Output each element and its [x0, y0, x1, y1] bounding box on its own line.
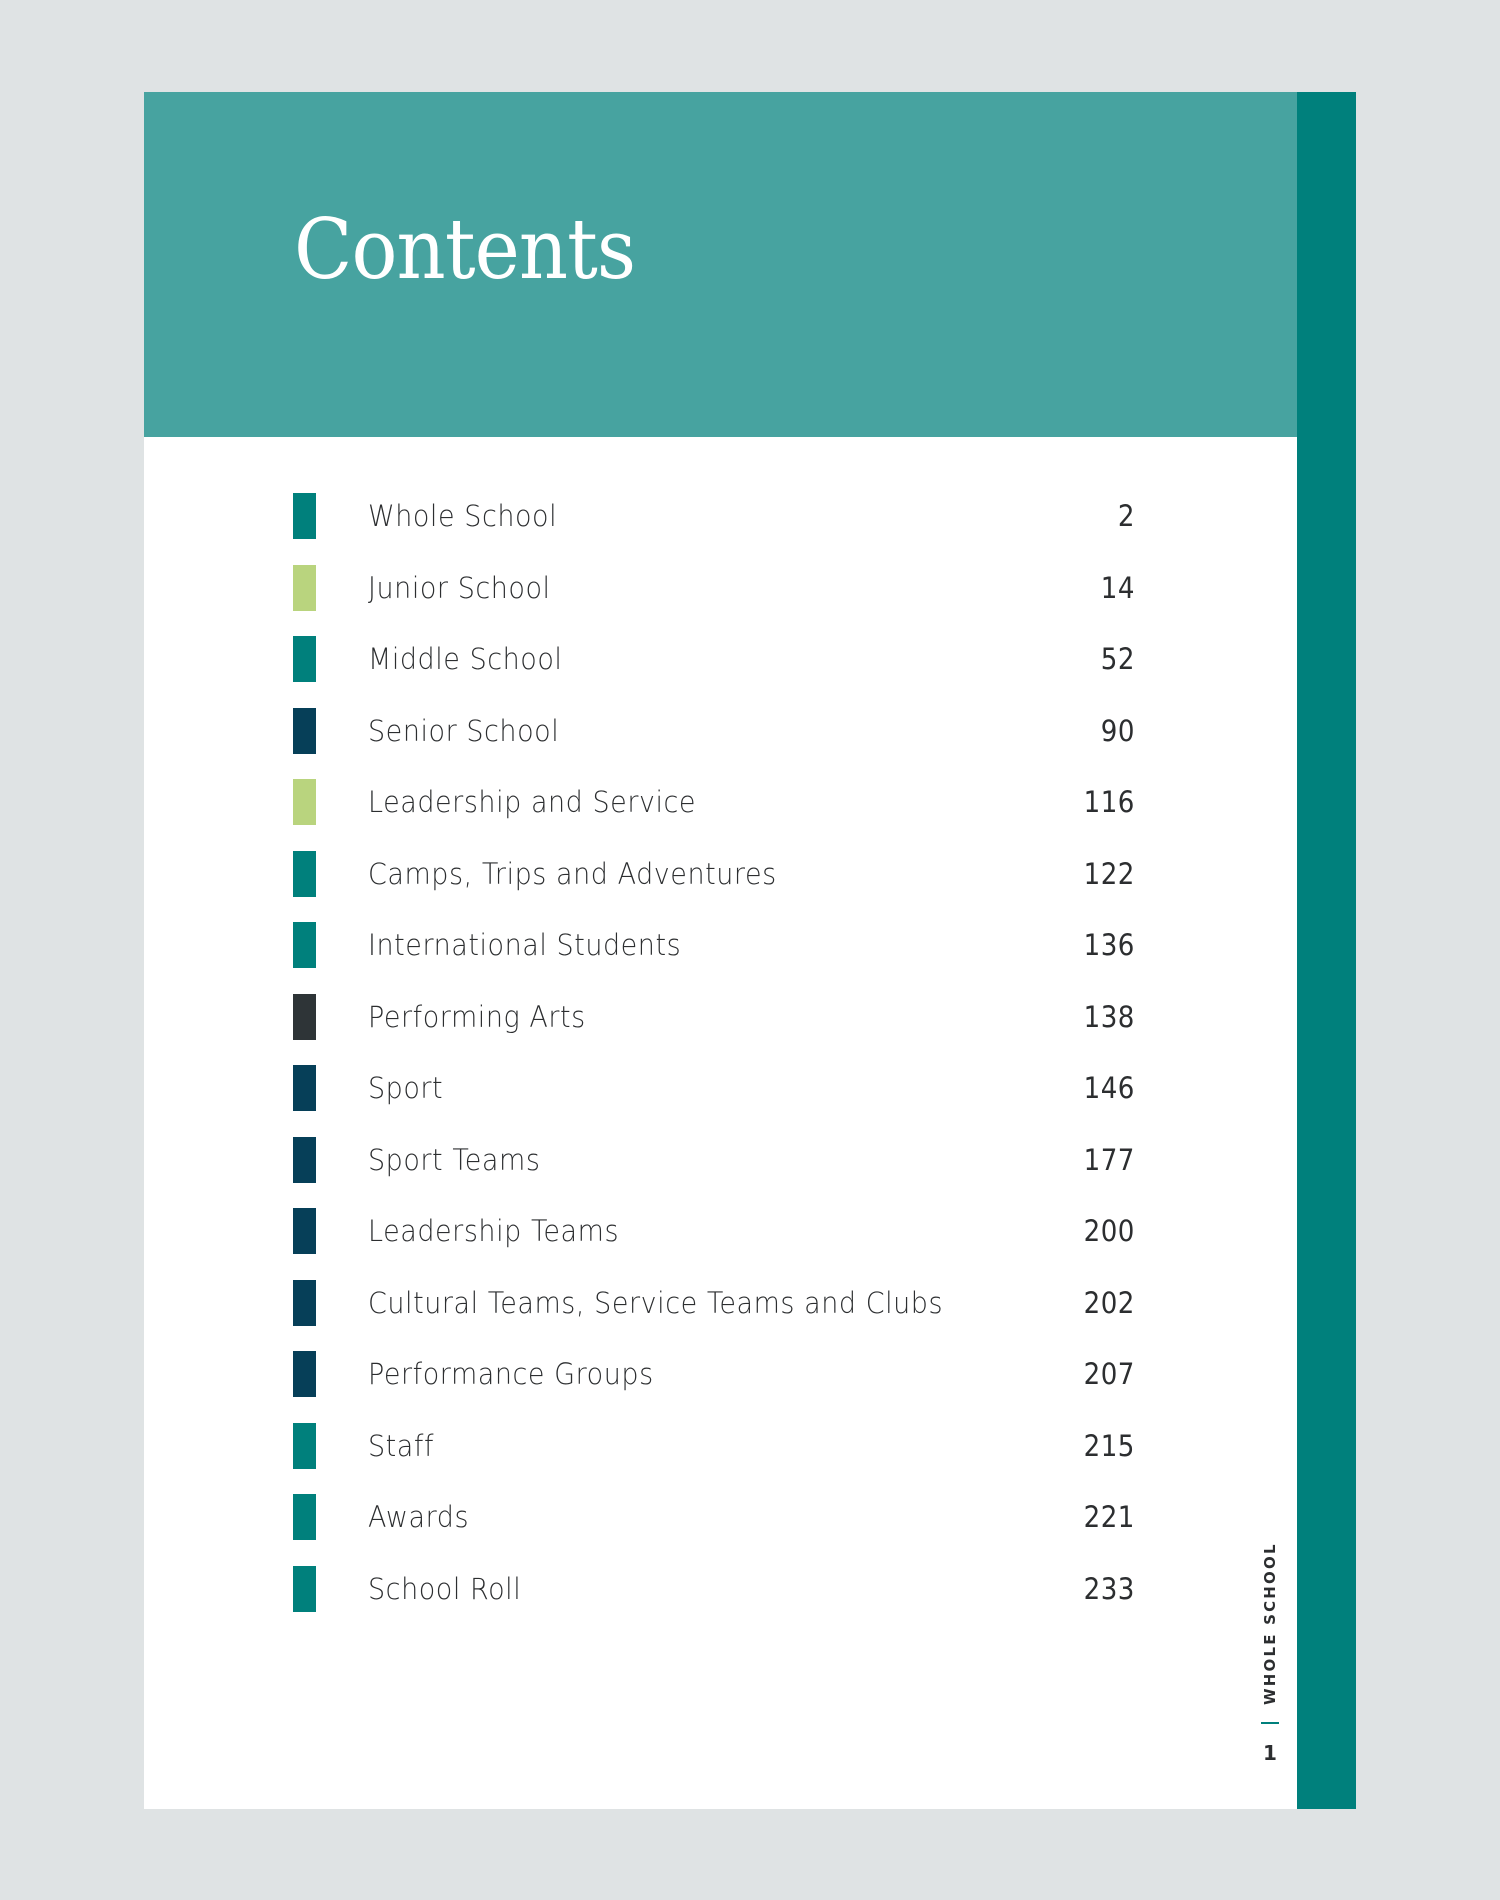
toc-entry-label: Camps, Trips and Adventures — [368, 856, 777, 891]
toc-entry-label: Staff — [368, 1428, 435, 1463]
section-marker-icon — [293, 636, 316, 682]
section-marker-icon — [293, 1494, 316, 1540]
section-marker-icon — [293, 1137, 316, 1183]
toc-entry-page: 200 — [1083, 1214, 1135, 1248]
section-marker-icon — [293, 994, 316, 1040]
document-page — [144, 92, 1356, 1809]
page-title: Contents — [294, 201, 636, 298]
toc-entry-camps-trips-adventures[interactable] — [293, 851, 1135, 923]
toc-entry-junior-school[interactable] — [293, 565, 1135, 637]
toc-entry-senior-school[interactable] — [293, 708, 1135, 780]
toc-entry-page: 233 — [1083, 1571, 1135, 1606]
toc-entry-page: 14 — [1100, 570, 1135, 605]
toc-entry-label: Leadership and Service — [368, 785, 697, 819]
toc-entry-page: 146 — [1083, 1071, 1135, 1105]
section-marker-icon — [293, 708, 316, 754]
toc-entry-sport-teams[interactable] — [293, 1137, 1135, 1209]
page-number: 1 — [1263, 1741, 1277, 1765]
toc-entry-whole-school[interactable] — [293, 493, 1135, 565]
table-of-contents — [293, 493, 1135, 1637]
section-marker-icon — [293, 922, 316, 968]
toc-entry-page: 207 — [1083, 1357, 1135, 1391]
toc-entry-label: Sport — [368, 1071, 444, 1105]
toc-entry-label: International Students — [368, 928, 682, 962]
section-marker-icon — [293, 493, 316, 539]
toc-entry-page: 215 — [1083, 1428, 1135, 1463]
toc-entry-page: 90 — [1100, 713, 1135, 748]
toc-entry-page: 202 — [1083, 1285, 1135, 1320]
section-marker-icon — [293, 1065, 316, 1111]
toc-entry-label: School Roll — [368, 1571, 522, 1606]
toc-entry-label: Performance Groups — [368, 1357, 654, 1391]
section-marker-icon — [293, 1566, 316, 1612]
toc-entry-label: Leadership Teams — [368, 1214, 620, 1248]
toc-entry-label: Senior School — [368, 713, 560, 748]
toc-entry-school-roll[interactable] — [293, 1566, 1135, 1638]
toc-entry-international-students[interactable] — [293, 922, 1135, 994]
toc-entry-label: Junior School — [368, 570, 551, 605]
toc-entry-label: Cultural Teams, Service Teams and Clubs — [368, 1285, 944, 1320]
toc-entry-performance-groups[interactable] — [293, 1351, 1135, 1423]
section-marker-icon — [293, 1423, 316, 1469]
toc-entry-page: 177 — [1083, 1142, 1135, 1177]
toc-entry-cultural-service-clubs[interactable] — [293, 1280, 1135, 1352]
toc-entry-page: 138 — [1083, 999, 1135, 1034]
toc-entry-page: 116 — [1083, 785, 1135, 819]
toc-entry-label: Middle School — [368, 642, 563, 676]
section-marker-icon — [293, 1280, 316, 1326]
section-label: WHOLE SCHOOL — [1261, 1542, 1279, 1705]
toc-entry-page: 2 — [1117, 499, 1135, 533]
toc-entry-label: Awards — [368, 1500, 470, 1534]
toc-entry-middle-school[interactable] — [293, 636, 1135, 708]
toc-entry-page: 52 — [1100, 642, 1135, 676]
toc-entry-label: Performing Arts — [368, 999, 586, 1034]
toc-entry-awards[interactable] — [293, 1494, 1135, 1566]
toc-entry-leadership-teams[interactable] — [293, 1208, 1135, 1280]
section-marker-icon — [293, 851, 316, 897]
toc-entry-page: 136 — [1083, 928, 1135, 962]
toc-entry-sport[interactable] — [293, 1065, 1135, 1137]
toc-entry-performing-arts[interactable] — [293, 994, 1135, 1066]
section-marker-icon — [293, 1208, 316, 1254]
divider — [1261, 1722, 1279, 1724]
toc-entry-label: Whole School — [368, 499, 558, 533]
toc-entry-label: Sport Teams — [368, 1142, 541, 1177]
toc-entry-leadership-and-service[interactable] — [293, 779, 1135, 851]
toc-entry-page: 221 — [1083, 1500, 1135, 1534]
header-banner — [144, 92, 1297, 437]
section-marker-icon — [293, 565, 316, 611]
section-marker-icon — [293, 779, 316, 825]
section-marker-icon — [293, 1351, 316, 1397]
toc-entry-page: 122 — [1083, 856, 1135, 891]
toc-entry-staff[interactable] — [293, 1423, 1135, 1495]
section-color-stripe — [1297, 92, 1356, 1809]
